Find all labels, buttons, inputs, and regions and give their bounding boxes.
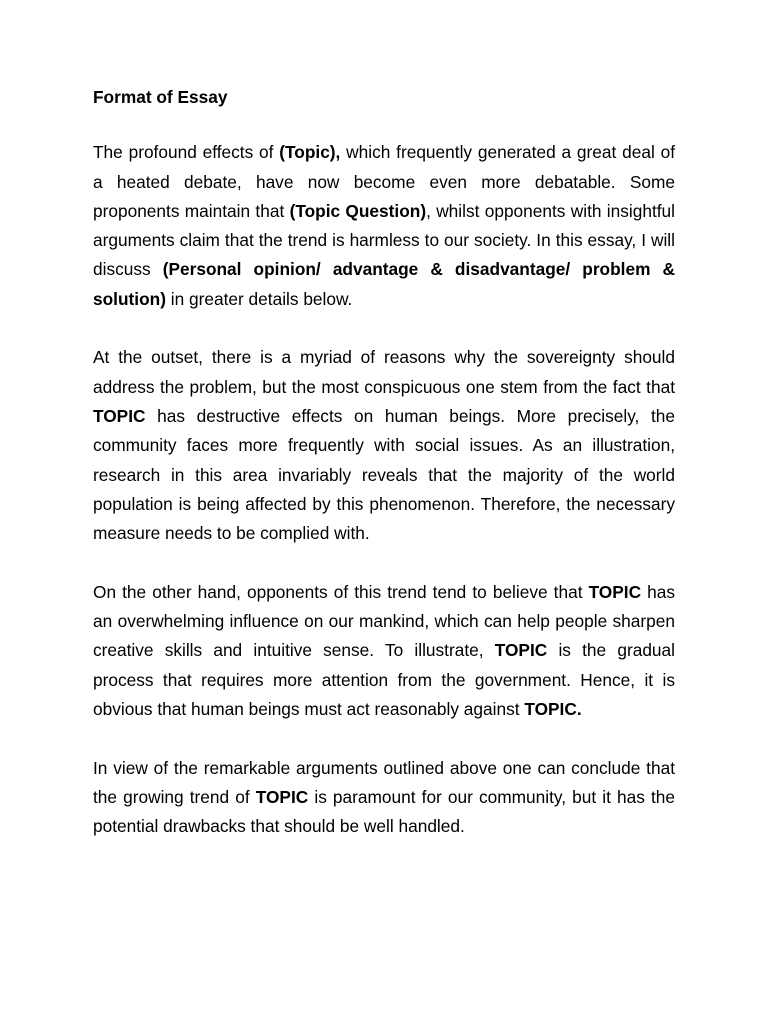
bold-run: TOPIC (255, 786, 309, 807)
bold-run: (Topic), (279, 142, 341, 163)
document-body (93, 85, 675, 871)
text-run: On the other hand, opponents of this trend tend to believe that (93, 581, 589, 602)
bold-run: TOPIC (588, 581, 642, 602)
document-title: Format of Essay (93, 87, 228, 107)
paragraph-conclusion (93, 754, 675, 842)
text-run: The profound effects of (93, 142, 280, 163)
text-run: has an overwhelming influence on our mankind, which can help people sharpen creative skills and intuitive sense. To illustrate, (93, 581, 675, 661)
text-run: in greater details below. (165, 288, 353, 309)
text-run: has destructive effects on human beings. More precisely, the community faces more frequently with social issues. As an illustration, research in this area invariably reveals that the majority of the world population is being affected by this phenomenon. Therefore, the necessary measure needs to be complied with. (93, 405, 675, 544)
bold-run: (Topic Question) (289, 200, 427, 221)
text-run: In view of the remarkable arguments outlined above one can conclude that the growing trend of (93, 757, 675, 807)
text-run: is the gradual process that requires more attention from the government. Hence, it is obvious that human beings must act reasonably against (93, 640, 675, 719)
bold-run: TOPIC. (524, 698, 582, 719)
text-run: is paramount for our community, but it has the potential drawbacks that should be well handled. (93, 786, 675, 837)
paragraph-body-2 (93, 578, 675, 724)
bold-run: TOPIC (494, 640, 548, 661)
text-run: which frequently generated a great deal of a heated debate, have now become even more debatable. Some proponents maintain that (93, 142, 676, 221)
text-run: At the outset, there is a myriad of reasons why the sovereignty should address the problem, but the most conspicuous one stem from the fact that (93, 347, 675, 397)
paragraph-introduction (93, 138, 675, 314)
bold-run: (Personal opinion/ advantage & disadvantage/ problem & solution) (93, 259, 675, 309)
paragraph-body-1 (93, 343, 675, 548)
text-run: , whilst opponents with insightful arguments claim that the trend is harmless to our society. In this essay, I will discuss (93, 200, 675, 280)
bold-run: TOPIC (93, 405, 146, 426)
